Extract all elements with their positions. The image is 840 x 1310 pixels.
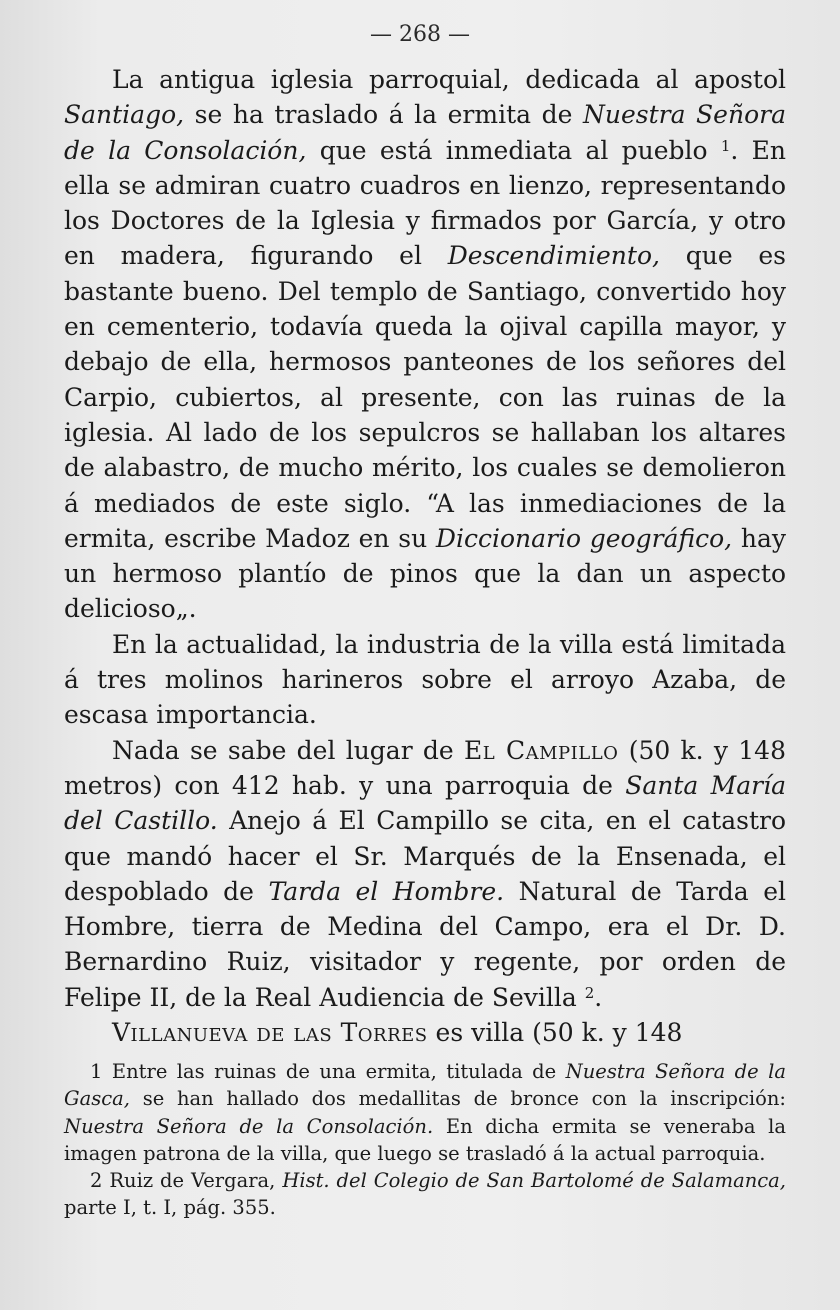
paragraph: [64, 62, 786, 627]
italic-span: Hist. del Colegio de San Bartolomé de Salamanca,: [282, 1169, 787, 1193]
text-span: (50 k. y 148 metros) con 412 hab. y una parroquia de: [64, 735, 786, 800]
italic-span: Nuestra Señora de la Gasca,: [64, 1060, 787, 1111]
italic-span: Nuestra Señora de la Consolación.: [64, 1114, 434, 1138]
italic-span: Santiago,: [64, 100, 185, 130]
smallcaps-span: El Campillo: [464, 735, 619, 765]
italic-span: Santa María del Castillo.: [64, 770, 786, 836]
italic-span: Nuestra Señora de la Consolación,: [64, 100, 786, 165]
text-span: se han hallado dos medallitas de bronce con la inscripción:: [129, 1087, 786, 1111]
text-span: La antigua iglesia parroquial, dedicada al apostol: [112, 65, 786, 94]
text-span: es villa (50 k. y 148: [427, 1018, 683, 1048]
paragraph: [64, 627, 786, 733]
text-span: En dicha ermita se veneraba la imagen patrona de la villa, que luego se trasladó á la actual parroquia.: [64, 1114, 787, 1165]
text-span: .: [594, 982, 603, 1012]
main-text: [64, 62, 786, 1050]
smallcaps-span: Villanueva de las Torres: [112, 1018, 428, 1048]
text-span: que está inmediata al pueblo: [306, 135, 721, 165]
text-span: hay un hermoso plantío de pinos que la dan un aspecto delicioso„.: [64, 523, 786, 624]
text-span: . En ella se admiran cuatro cuadros en lienzo, representando los Doctores de la Iglesia y firmados por García, y otro en madera, figurando el: [64, 135, 786, 271]
paragraph: [64, 1015, 786, 1050]
footnote-ref: 1: [720, 136, 731, 155]
text-span: Anejo á El Campillo se cita, en el catastro que mandó hacer el Sr. Marqués de la Ensenada, el despoblado de: [64, 806, 786, 906]
paragraph: [64, 733, 786, 1015]
footnote-ref: 2: [584, 983, 595, 1002]
text-span: Natural de Tarda el Hombre, tierra de Medina del Campo, era el Dr. D. Bernardino Ruiz, visitador y regente, por orden de Felipe II, de la Real Audiencia de Sevilla: [64, 876, 786, 1012]
footnote: [64, 1058, 786, 1167]
text-span: Nada se sabe del lugar de: [112, 735, 464, 765]
italic-span: Diccionario geográfico,: [435, 523, 733, 553]
text-span: que es bastante bueno. Del templo de Santiago, convertido hoy en cementerio, todavía queda la ojival capilla mayor, y debajo de ella, hermosos panteones de los señores del Carpio, cubiertos, al presente, con las ruinas de la iglesia. Al lado de los sepulcros se hallaban los altares de alabastro, de mucho mérito, los cuales se demolieron á mediados de este siglo. “A las inmediaciones de la ermita, escribe Madoz en su: [64, 241, 786, 553]
text-span: parte I, t. I, pág. 355.: [64, 1196, 276, 1220]
italic-span: Descendimiento,: [447, 241, 660, 271]
footnote: [64, 1167, 786, 1222]
footnotes: [64, 1058, 786, 1222]
text-span: En la actualidad, la industria de la villa está limitada á tres molinos harineros sobre el arroyo Azaba, de escasa importancia.: [64, 629, 786, 730]
text-span: se ha traslado á la ermita de: [184, 100, 583, 130]
page-number: — 268 —: [370, 22, 470, 47]
text-span: 2 Ruiz de Vergara,: [90, 1169, 283, 1193]
italic-span: Tarda el Hombre.: [268, 876, 505, 906]
text-span: 1 Entre las ruinas de una ermita, titulada de: [90, 1060, 566, 1083]
